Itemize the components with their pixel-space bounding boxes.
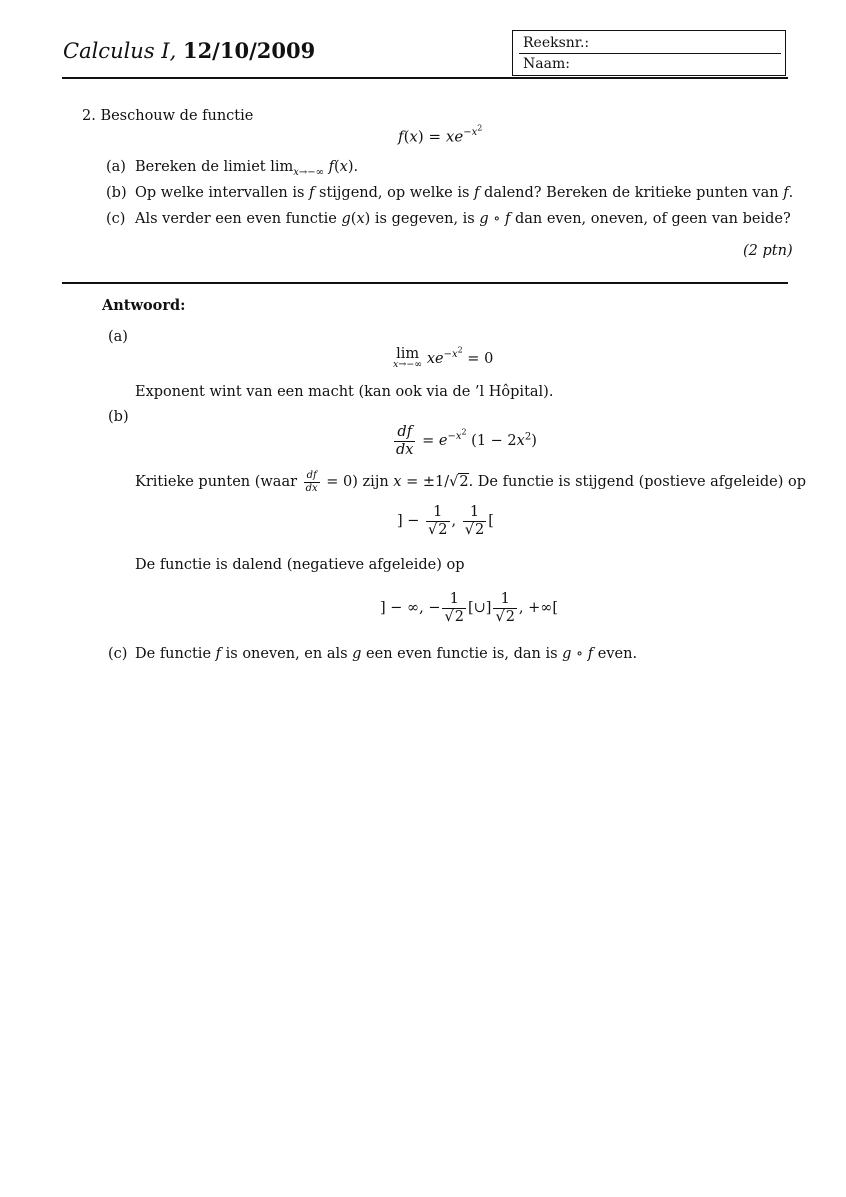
- question-part-a: Bereken de limiet $\lim_{x\to-\infty} f(x)$.: [135, 159, 359, 178]
- course-name: Calculus I,: [63, 39, 177, 63]
- answer-b-equation: $\frac{df}{dx}$ = $e^{-x^2}$ $(1 - 2x^2)$: [396, 424, 537, 458]
- function-definition: $f(x) = xe^{-x^2}$: [398, 124, 483, 146]
- section-divider: [62, 282, 788, 284]
- question-part-c: Als verder een even functie g(x) is gegeven, is g ∘ f dan even, oneven, of geen van beide?: [135, 211, 791, 227]
- question-part-c-label: (c): [106, 211, 126, 227]
- answer-heading: Antwoord:: [102, 297, 186, 314]
- answer-a-text: Exponent wint van een macht (kan ook via de ’l Hôpital).: [135, 384, 554, 400]
- exam-date: 12/10/2009: [182, 38, 316, 63]
- answer-a-equation: lim x→−∞ $xe^{-x^2} = 0$: [393, 346, 494, 370]
- divider: [519, 53, 781, 54]
- question-part-b: Op welke intervallen is f stijgend, op welke is f dalend? Bereken de kritieke punten van f.: [135, 185, 794, 201]
- naam-label: Naam:: [523, 56, 570, 72]
- question-intro: 2. Beschouw de functie: [82, 108, 254, 124]
- points-label: (2 ptn): [743, 243, 793, 259]
- answer-b-text-decreasing: De functie is dalend (negatieve afgeleide) op: [135, 557, 465, 573]
- answer-c-text: De functie f is oneven, en als g een even functie is, dan is g ∘ f even.: [135, 646, 638, 662]
- answer-b-interval-increasing: ] − $\frac{1}{√2}$ , $\frac{1}{√2}$ [: [397, 504, 494, 538]
- answer-c-label: (c): [108, 646, 128, 662]
- reeksnr-label: Reeksnr.:: [523, 35, 590, 51]
- page-title: [63, 38, 315, 63]
- header-divider: [62, 77, 788, 79]
- answer-b-interval-decreasing: ] − ∞, − $\frac{1}{√2}$ [∪] $\frac{1}{√2}$ , +∞[: [380, 591, 559, 625]
- answer-a-label: (a): [108, 329, 128, 345]
- question-part-b-label: (b): [106, 185, 127, 201]
- answer-b-text-critical: Kritieke punten (waar $\frac{df}{dx}$ = 0) zijn x = ±1/√2. De functie is stijgend (postieve afgeleide) op: [135, 470, 807, 494]
- student-info-box: [512, 30, 786, 76]
- answer-b-label: (b): [108, 409, 129, 425]
- question-part-a-label: (a): [106, 159, 126, 175]
